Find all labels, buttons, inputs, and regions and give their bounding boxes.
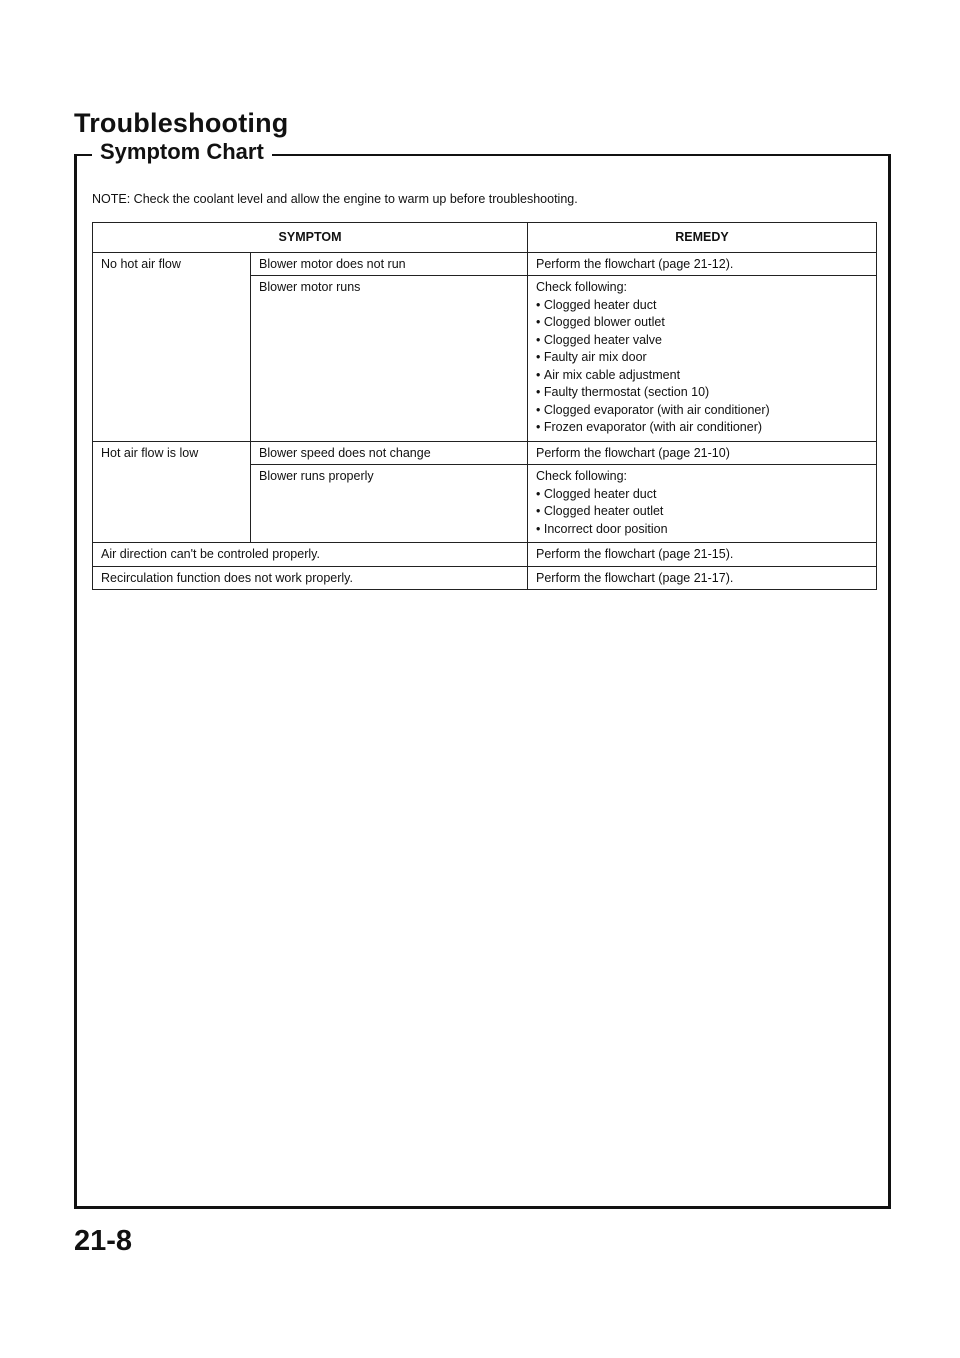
remedy-cell: [528, 276, 877, 442]
table-header-row: [93, 223, 877, 253]
symptom-header: SYMPTOM: [93, 223, 528, 253]
remedy-item: • Faulty thermostat (section 10): [536, 384, 868, 402]
remedy-item: • Air mix cable adjustment: [536, 367, 868, 385]
condition-cell: Blower speed does not change: [251, 441, 528, 465]
table-row: [93, 566, 877, 590]
remedy-item: • Clogged heater valve: [536, 332, 868, 350]
remedy-cell: [528, 465, 877, 543]
symptom-table: [92, 222, 877, 590]
table-row: [93, 441, 877, 465]
remedy-item: • Clogged blower outlet: [536, 314, 868, 332]
remedy-cell: Perform the flowchart (page 21-12).: [528, 252, 877, 276]
remedy-item: • Clogged heater duct: [536, 297, 868, 315]
symptom-cell: Hot air flow is low: [93, 441, 251, 543]
page-title: Troubleshooting: [74, 108, 289, 138]
symptom-cell: No hot air flow: [93, 252, 251, 441]
remedy-item: • Incorrect door position: [536, 521, 868, 539]
section-heading: Symptom Chart: [92, 139, 272, 165]
remedy-cell: Perform the flowchart (page 21-17).: [528, 566, 877, 590]
condition-cell: Blower runs properly: [251, 465, 528, 543]
remedy-lead: Check following:: [536, 280, 628, 294]
condition-cell: Blower motor does not run: [251, 252, 528, 276]
remedy-cell: Perform the flowchart (page 21-15).: [528, 543, 877, 567]
symptom-cell: Recirculation function does not work properly.: [93, 566, 528, 590]
symptom-cell: Air direction can't be controled properly.: [93, 543, 528, 567]
remedy-item: • Clogged evaporator (with air conditioner): [536, 402, 868, 420]
table-row: [93, 543, 877, 567]
remedy-item: • Clogged heater duct: [536, 486, 868, 504]
remedy-item: • Faulty air mix door: [536, 349, 868, 367]
page-number: 21-8: [74, 1225, 133, 1257]
condition-cell: Blower motor runs: [251, 276, 528, 442]
remedy-header: REMEDY: [528, 223, 877, 253]
remedy-cell: Perform the flowchart (page 21-10): [528, 441, 877, 465]
remedy-lead: Check following:: [536, 469, 628, 483]
remedy-item: • Clogged heater outlet: [536, 503, 868, 521]
table-row: [93, 252, 877, 276]
remedy-item: • Frozen evaporator (with air conditioner): [536, 419, 868, 437]
note-text: NOTE: Check the coolant level and allow the engine to warm up before troubleshooting.: [92, 192, 578, 206]
